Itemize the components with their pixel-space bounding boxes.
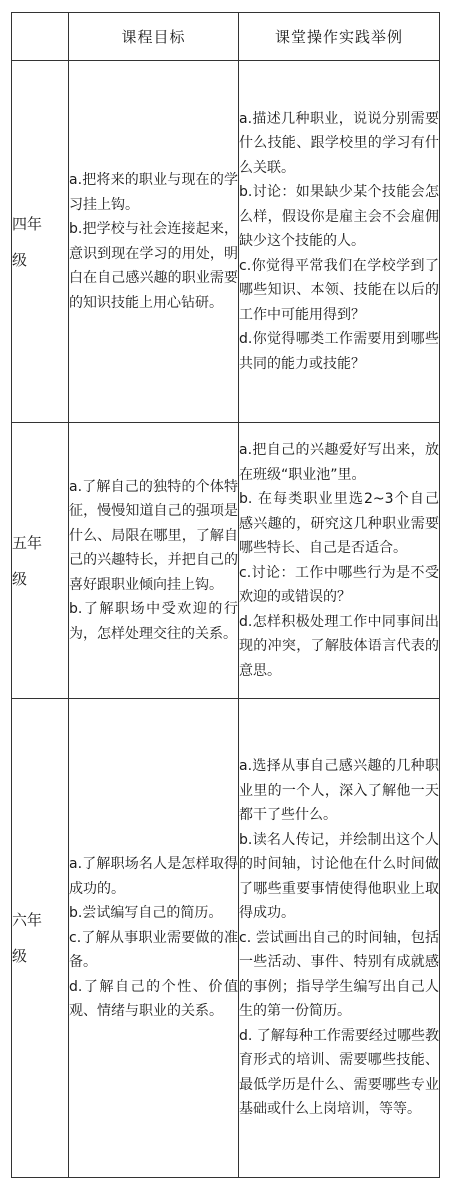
goal-item: a.把将来的职业与现在的学习挂上钩。 bbox=[69, 172, 238, 213]
example-item: b. 在每类职业里选2~3个自己感兴趣的，研究这几种职业需要哪些特长、自己是否适合。 bbox=[239, 491, 439, 556]
example-item: c.讨论：工作中哪些行为是不受欢迎的或错误的？ bbox=[239, 564, 439, 605]
example-item: a.选择从事自己感兴趣的几种职业里的一个人，深入了解他一天都干了些什么。 bbox=[239, 758, 439, 824]
example-item: a.描述几种职业，说说分别需要什么技能、跟学校里的学习有什么关联。 bbox=[239, 110, 439, 176]
goal-item: a.了解自己的独特的个体特征，慢慢知道自己的强项是什么、局限在哪里，了解自己的兴趣特长，并把自己的喜好跟职业倾向挂上钩。 bbox=[69, 478, 238, 593]
example-item: b.读名人传记，并绘制出这个人的时间轴，讨论他在什么时间做了哪些重要事情使得他职业上取得成功。 bbox=[239, 831, 439, 922]
goals-cell bbox=[69, 423, 239, 699]
example-item: d.你觉得哪类工作需要用到哪些共同的能力或技能？ bbox=[239, 331, 439, 372]
grade-label: 六年级 bbox=[12, 911, 43, 965]
example-item: d. 了解每种工作需要经过哪些教育形式的培训、需要哪些技能、最低学历是什么、需要哪些专业基础或什么上岗培训，等等。 bbox=[239, 1027, 439, 1118]
table-row-grade-4 bbox=[12, 61, 440, 423]
example-item: a.把自己的兴趣爱好写出来，放在班级“职业池”里。 bbox=[239, 442, 439, 483]
goal-item: b.了解职场中受欢迎的行为，怎样处理交往的关系。 bbox=[69, 601, 238, 642]
goal-item: b.尝试编写自己的简历。 bbox=[69, 905, 223, 922]
goal-item: b.把学校与社会连接起来，意识到现在学习的用处，明白在自己感兴趣的职业需要的知识技能上用心钻研。 bbox=[69, 221, 238, 311]
grade-cell bbox=[12, 423, 69, 699]
table-row-grade-6 bbox=[12, 699, 440, 1178]
grade-label: 五年级 bbox=[12, 533, 43, 588]
example-item: c.你觉得平常我们在学校学到了哪些知识、本领、技能在以后的工作中可能用得到？ bbox=[239, 257, 439, 323]
examples-cell bbox=[239, 699, 440, 1178]
header-examples-cell: 课堂操作实践举例 bbox=[239, 13, 440, 61]
examples-cell bbox=[239, 423, 440, 699]
header-grade-cell bbox=[12, 13, 69, 61]
examples-cell bbox=[239, 61, 440, 423]
grade-label: 四年级 bbox=[12, 214, 43, 269]
example-item: c. 尝试画出自己的时间轴，包括一些活动、事件、特别有成就感的事例；指导学生编写出自己人生的第一份简历。 bbox=[239, 929, 439, 1020]
example-item: d.怎样积极处理工作中同事间出现的冲突，了解肢体语言代表的意思。 bbox=[239, 613, 439, 679]
goal-item: a.了解职场名人是怎样取得成功的。 bbox=[69, 856, 238, 897]
goals-cell bbox=[69, 699, 239, 1178]
example-item: b.讨论：如果缺少某个技能会怎么样，假设你是雇主会不会雇佣缺少这个技能的人。 bbox=[239, 184, 439, 250]
table-row-grade-5 bbox=[12, 423, 440, 699]
grade-cell bbox=[12, 61, 69, 423]
goal-item: c.了解从事职业需要做的准备。 bbox=[69, 929, 238, 971]
curriculum-table bbox=[11, 12, 440, 1178]
goal-item: d.了解自己的个性、价值观、情绪与职业的关系。 bbox=[69, 978, 238, 1020]
goals-cell bbox=[69, 61, 239, 423]
grade-cell bbox=[12, 699, 69, 1178]
table-header-row bbox=[12, 13, 440, 61]
header-goals-cell: 课程目标 bbox=[69, 13, 239, 61]
